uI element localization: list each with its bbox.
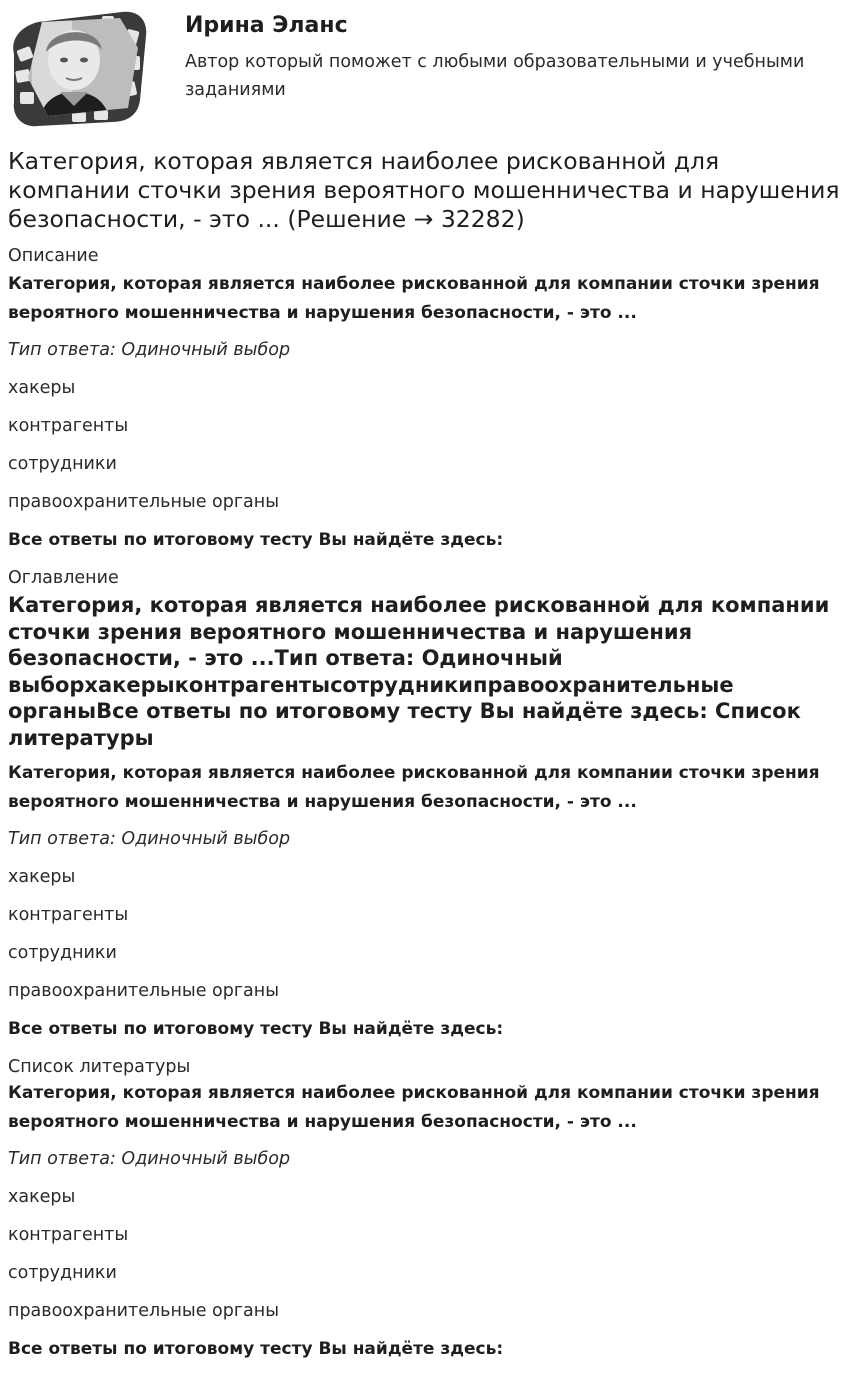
option-item: правоохранительные органы bbox=[8, 1301, 280, 1321]
author-block bbox=[8, 8, 838, 128]
question-text: Категория, которая является наиболее рискованной для компании сточки зрения вероятного мошенничества и нарушения безопасности, - это ... bbox=[8, 274, 820, 323]
author-name: Ирина Эланс bbox=[185, 13, 348, 38]
option-item: хакеры bbox=[8, 867, 76, 887]
all-answers-note: Все ответы по итоговому тесту Вы найдёте здесь: bbox=[8, 1019, 504, 1039]
answer-type: Тип ответа: Одиночный выбор bbox=[8, 340, 291, 360]
author-info bbox=[185, 12, 825, 104]
section-label-literature: Список литературы bbox=[8, 1057, 191, 1077]
all-answers-note: Все ответы по итоговому тесту Вы найдёте здесь: bbox=[8, 1339, 504, 1359]
answer-type: Тип ответа: Одиночный выбор bbox=[8, 1149, 291, 1169]
page-title: Категория, которая является наиболее рискованной для компании сточки зрения вероятного мошенничества и нарушения безопасности, - это ... (Решение → 32282) bbox=[8, 147, 840, 233]
option-item: контрагенты bbox=[8, 416, 129, 436]
option-item: сотрудники bbox=[8, 454, 117, 474]
section-label-toc: Оглавление bbox=[8, 568, 119, 588]
option-item: контрагенты bbox=[8, 905, 129, 925]
section-label-description: Описание bbox=[8, 246, 99, 266]
all-answers-note: Все ответы по итоговому тесту Вы найдёте здесь: bbox=[8, 530, 504, 550]
option-item: хакеры bbox=[8, 1187, 76, 1207]
author-avatar bbox=[8, 8, 150, 128]
option-item: контрагенты bbox=[8, 1225, 129, 1245]
option-item: правоохранительные органы bbox=[8, 981, 280, 1001]
question-text: Категория, которая является наиболее рискованной для компании сточки зрения вероятного мошенничества и нарушения безопасности, - это ... bbox=[8, 763, 820, 812]
question-text: Категория, которая является наиболее рискованной для компании сточки зрения вероятного мошенничества и нарушения безопасности, - это ... bbox=[8, 1083, 820, 1132]
option-item: сотрудники bbox=[8, 1263, 117, 1283]
main-content bbox=[8, 147, 843, 1361]
option-item: правоохранительные органы bbox=[8, 492, 280, 512]
toc-heading: Категория, которая является наиболее рискованной для компании сточки зрения вероятного мошенничества и нарушения безопасности, - это ...Тип ответа: Одиночный выборхакерыконтрагентысотрудникиправоохранительные органыВсе ответы по итоговому тесту Вы найдёте здесь: Список литературы bbox=[8, 593, 830, 750]
option-item: хакеры bbox=[8, 378, 76, 398]
author-photo-film-frame-icon bbox=[8, 8, 150, 128]
answer-type: Тип ответа: Одиночный выбор bbox=[8, 829, 291, 849]
author-description: Автор который поможет с любыми образовательными и учебными заданиями bbox=[185, 52, 805, 100]
option-item: сотрудники bbox=[8, 943, 117, 963]
